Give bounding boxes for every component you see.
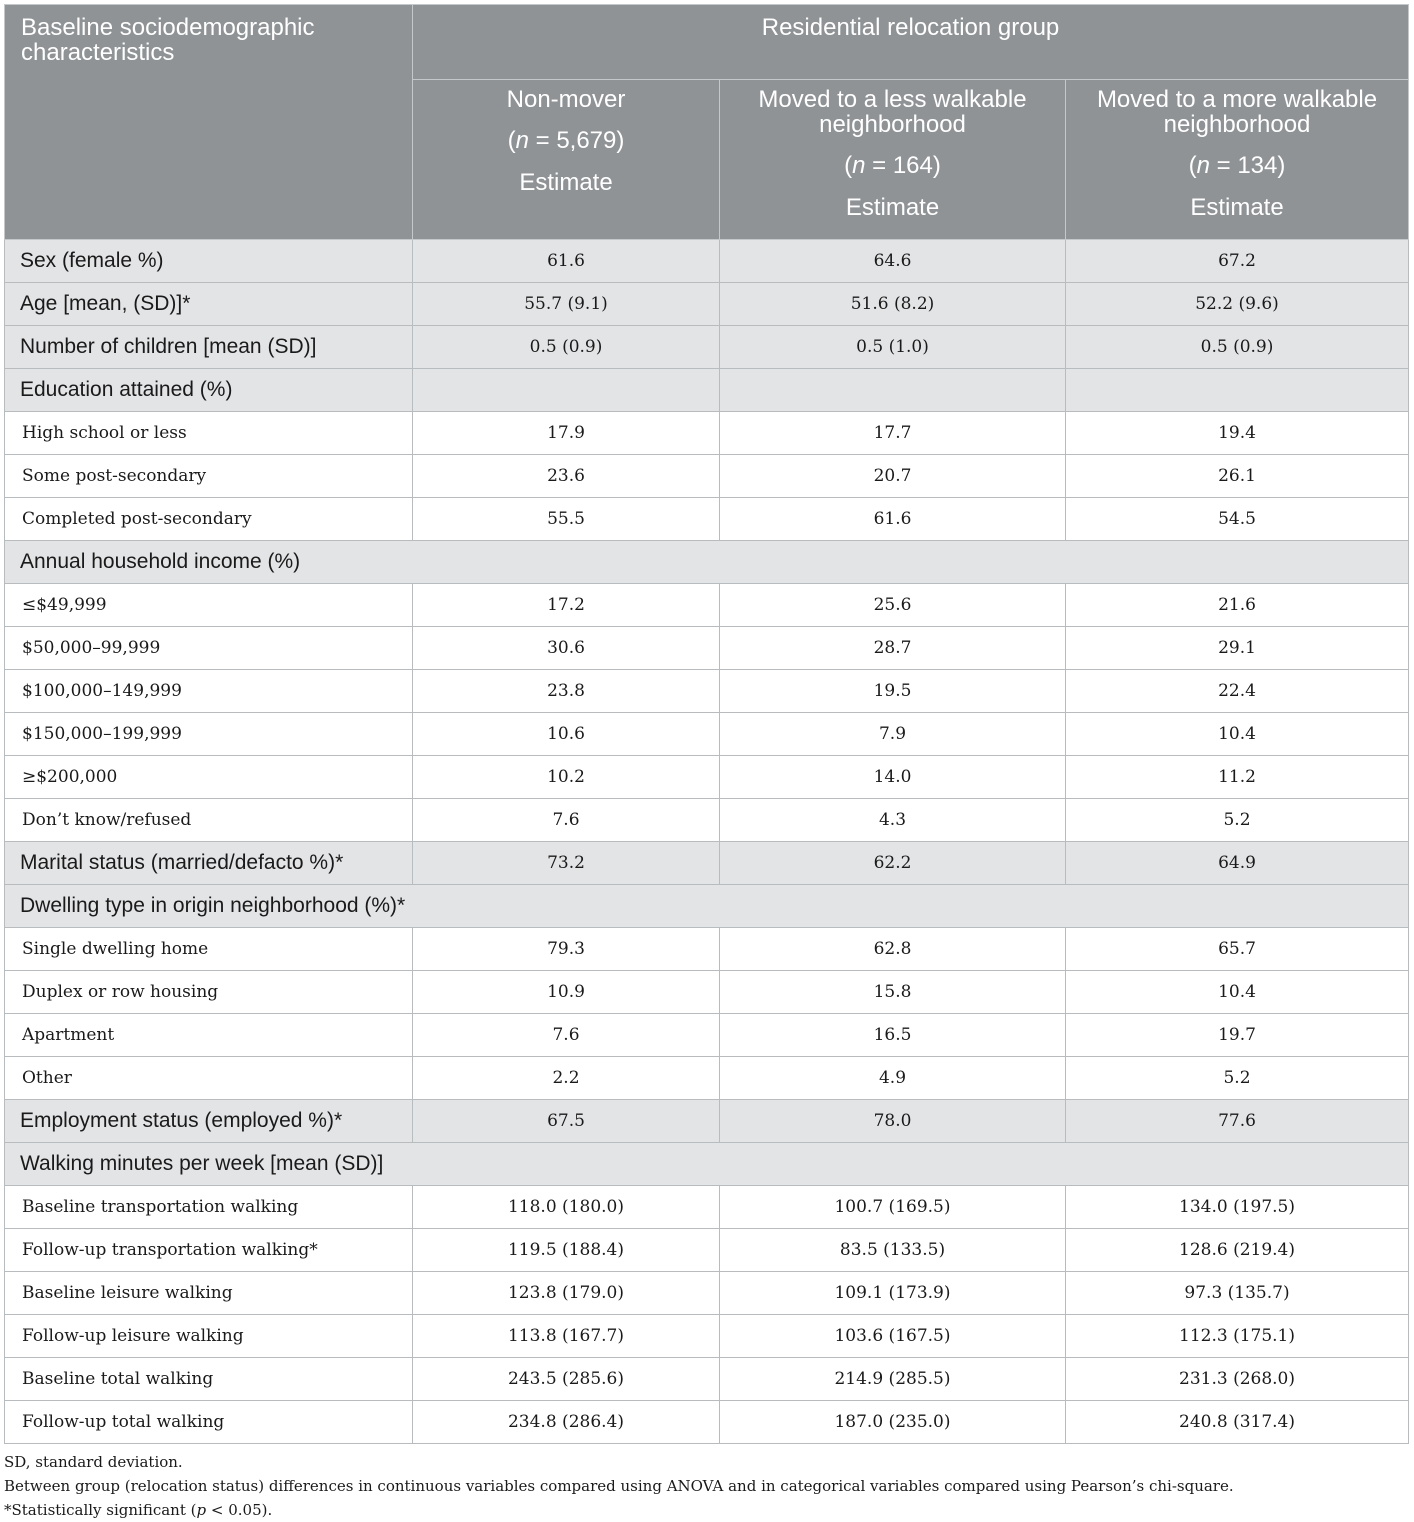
cell-value: 55.7 (9.1): [413, 283, 720, 326]
row-label: Follow-up total walking: [5, 1401, 413, 1444]
column-name: Moved to a more walkable neighborhood: [1096, 86, 1378, 138]
cell-value: 83.5 (133.5): [720, 1229, 1066, 1272]
row-label: $100,000–149,999: [5, 670, 413, 713]
row-label: Baseline leisure walking: [5, 1272, 413, 1315]
cell-value: 134.0 (197.5): [1066, 1186, 1409, 1229]
row-label: $50,000–99,999: [5, 627, 413, 670]
table-figure: [4, 4, 1408, 1522]
cell-value: 67.5: [413, 1100, 720, 1143]
column-header-more-walkable: [1066, 80, 1409, 240]
row-label: Single dwelling home: [5, 928, 413, 971]
column-stat-label: Estimate: [519, 169, 613, 196]
table-section-row: [5, 240, 1409, 283]
column-name: Moved to a less walkable neighborhood: [758, 86, 1027, 138]
cell-value: 19.7: [1066, 1014, 1409, 1057]
cell-value: 78.0: [720, 1100, 1066, 1143]
table-row: [5, 928, 1409, 971]
corner-header: Baseline sociodemographic characteristics: [5, 5, 413, 240]
cell-value: 67.2: [1066, 240, 1409, 283]
cell-value: 0.5 (1.0): [720, 326, 1066, 369]
cell-value: [413, 369, 720, 412]
table-section-row: [5, 842, 1409, 885]
group-header: Residential relocation group: [413, 5, 1409, 80]
cell-value: 0.5 (0.9): [413, 326, 720, 369]
table-row: [5, 455, 1409, 498]
cell-value: 51.6 (8.2): [720, 283, 1066, 326]
cell-value: 19.4: [1066, 412, 1409, 455]
row-label: Annual household income (%): [5, 541, 1409, 584]
table-row: [5, 412, 1409, 455]
table-header: [5, 5, 1409, 240]
row-label: Some post-secondary: [5, 455, 413, 498]
table-row: [5, 1401, 1409, 1444]
cell-value: 10.4: [1066, 971, 1409, 1014]
table-row: [5, 498, 1409, 541]
row-label: Baseline transportation walking: [5, 1186, 413, 1229]
row-label: Apartment: [5, 1014, 413, 1057]
cell-value: 4.3: [720, 799, 1066, 842]
cell-value: 214.9 (285.5): [720, 1358, 1066, 1401]
cell-value: 10.4: [1066, 713, 1409, 756]
cell-value: 22.4: [1066, 670, 1409, 713]
column-stat-label: Estimate: [1190, 194, 1284, 221]
cell-value: 65.7: [1066, 928, 1409, 971]
table-row: [5, 1272, 1409, 1315]
cell-value: 2.2: [413, 1057, 720, 1100]
row-label: ≤$49,999: [5, 584, 413, 627]
cell-value: 0.5 (0.9): [1066, 326, 1409, 369]
footnote-significance: *Statistically significant (p < 0.05).: [4, 1501, 273, 1519]
row-label: Marital status (married/defacto %)*: [5, 842, 413, 885]
cell-value: 21.6: [1066, 584, 1409, 627]
table-section-row: [5, 369, 1409, 412]
cell-value: 109.1 (173.9): [720, 1272, 1066, 1315]
row-label: Walking minutes per week [mean (SD)]: [5, 1143, 1409, 1186]
footnote-sd: SD, standard deviation.: [4, 1453, 183, 1471]
table-section-row: [5, 1100, 1409, 1143]
row-label: Age [mean, (SD)]*: [5, 283, 413, 326]
row-label: Don’t know/refused: [5, 799, 413, 842]
row-label: Sex (female %): [5, 240, 413, 283]
table-row: [5, 1315, 1409, 1358]
table-row: [5, 1014, 1409, 1057]
row-label: Dwelling type in origin neighborhood (%)*: [5, 885, 1409, 928]
cell-value: 14.0: [720, 756, 1066, 799]
cell-value: 187.0 (235.0): [720, 1401, 1066, 1444]
column-sample-size: (n = 5,679): [507, 127, 625, 154]
cell-value: 15.8: [720, 971, 1066, 1014]
cell-value: [1066, 369, 1409, 412]
row-label: Employment status (employed %)*: [5, 1100, 413, 1143]
table-row: [5, 670, 1409, 713]
cell-value: 61.6: [413, 240, 720, 283]
cell-value: 62.8: [720, 928, 1066, 971]
cell-value: 243.5 (285.6): [413, 1358, 720, 1401]
cell-value: 5.2: [1066, 799, 1409, 842]
cell-value: 20.7: [720, 455, 1066, 498]
cell-value: 118.0 (180.0): [413, 1186, 720, 1229]
cell-value: 29.1: [1066, 627, 1409, 670]
cell-value: [720, 369, 1066, 412]
cell-value: 77.6: [1066, 1100, 1409, 1143]
cell-value: 4.9: [720, 1057, 1066, 1100]
sociodemographic-table: [4, 4, 1409, 1444]
row-label: Follow-up leisure walking: [5, 1315, 413, 1358]
cell-value: 11.2: [1066, 756, 1409, 799]
table-row: [5, 1358, 1409, 1401]
cell-value: 28.7: [720, 627, 1066, 670]
table-row: [5, 756, 1409, 799]
table-row: [5, 584, 1409, 627]
cell-value: 7.6: [413, 799, 720, 842]
footnote-method: Between group (relocation status) differences in continuous variables compared using ANOVA and in categorical variables compared using Pearson’s chi-square.: [4, 1477, 1234, 1495]
cell-value: 73.2: [413, 842, 720, 885]
cell-value: 54.5: [1066, 498, 1409, 541]
table-section-row: [5, 326, 1409, 369]
table-row: [5, 971, 1409, 1014]
table-section-row: [5, 885, 1409, 928]
row-label: $150,000–199,999: [5, 713, 413, 756]
cell-value: 17.2: [413, 584, 720, 627]
row-label: Baseline total walking: [5, 1358, 413, 1401]
cell-value: 234.8 (286.4): [413, 1401, 720, 1444]
cell-value: 30.6: [413, 627, 720, 670]
cell-value: 240.8 (317.4): [1066, 1401, 1409, 1444]
table-row: [5, 799, 1409, 842]
row-label: Education attained (%): [5, 369, 413, 412]
row-label: Other: [5, 1057, 413, 1100]
cell-value: 19.5: [720, 670, 1066, 713]
table-row: [5, 1229, 1409, 1272]
column-header-non-mover: [413, 80, 720, 240]
cell-value: 25.6: [720, 584, 1066, 627]
cell-value: 231.3 (268.0): [1066, 1358, 1409, 1401]
table-row: [5, 1057, 1409, 1100]
row-label: ≥$200,000: [5, 756, 413, 799]
row-label: Number of children [mean (SD)]: [5, 326, 413, 369]
column-sample-size: (n = 134): [1188, 152, 1286, 179]
cell-value: 10.9: [413, 971, 720, 1014]
cell-value: 55.5: [413, 498, 720, 541]
table-section-row: [5, 1143, 1409, 1186]
row-label: Completed post-secondary: [5, 498, 413, 541]
cell-value: 103.6 (167.5): [720, 1315, 1066, 1358]
cell-value: 100.7 (169.5): [720, 1186, 1066, 1229]
table-row: [5, 713, 1409, 756]
row-label: Follow-up transportation walking*: [5, 1229, 413, 1272]
cell-value: 23.6: [413, 455, 720, 498]
row-label: High school or less: [5, 412, 413, 455]
table-row: [5, 627, 1409, 670]
cell-value: 64.6: [720, 240, 1066, 283]
cell-value: 17.9: [413, 412, 720, 455]
cell-value: 10.6: [413, 713, 720, 756]
cell-value: 61.6: [720, 498, 1066, 541]
cell-value: 26.1: [1066, 455, 1409, 498]
cell-value: 16.5: [720, 1014, 1066, 1057]
column-header-less-walkable: [720, 80, 1066, 240]
column-sample-size: (n = 164): [844, 152, 941, 179]
cell-value: 113.8 (167.7): [413, 1315, 720, 1358]
cell-value: 123.8 (179.0): [413, 1272, 720, 1315]
cell-value: 7.6: [413, 1014, 720, 1057]
cell-value: 17.7: [720, 412, 1066, 455]
cell-value: 128.6 (219.4): [1066, 1229, 1409, 1272]
cell-value: 10.2: [413, 756, 720, 799]
column-stat-label: Estimate: [845, 194, 940, 221]
cell-value: 79.3: [413, 928, 720, 971]
row-label: Duplex or row housing: [5, 971, 413, 1014]
cell-value: 119.5 (188.4): [413, 1229, 720, 1272]
table-footnotes: [4, 1450, 1408, 1522]
cell-value: 97.3 (135.7): [1066, 1272, 1409, 1315]
table-row: [5, 1186, 1409, 1229]
cell-value: 112.3 (175.1): [1066, 1315, 1409, 1358]
cell-value: 5.2: [1066, 1057, 1409, 1100]
cell-value: 64.9: [1066, 842, 1409, 885]
table-body: [5, 240, 1409, 1444]
table-section-row: [5, 283, 1409, 326]
cell-value: 52.2 (9.6): [1066, 283, 1409, 326]
table-section-row: [5, 541, 1409, 584]
cell-value: 62.2: [720, 842, 1066, 885]
cell-value: 23.8: [413, 670, 720, 713]
cell-value: 7.9: [720, 713, 1066, 756]
column-name: Non-mover: [506, 86, 626, 113]
